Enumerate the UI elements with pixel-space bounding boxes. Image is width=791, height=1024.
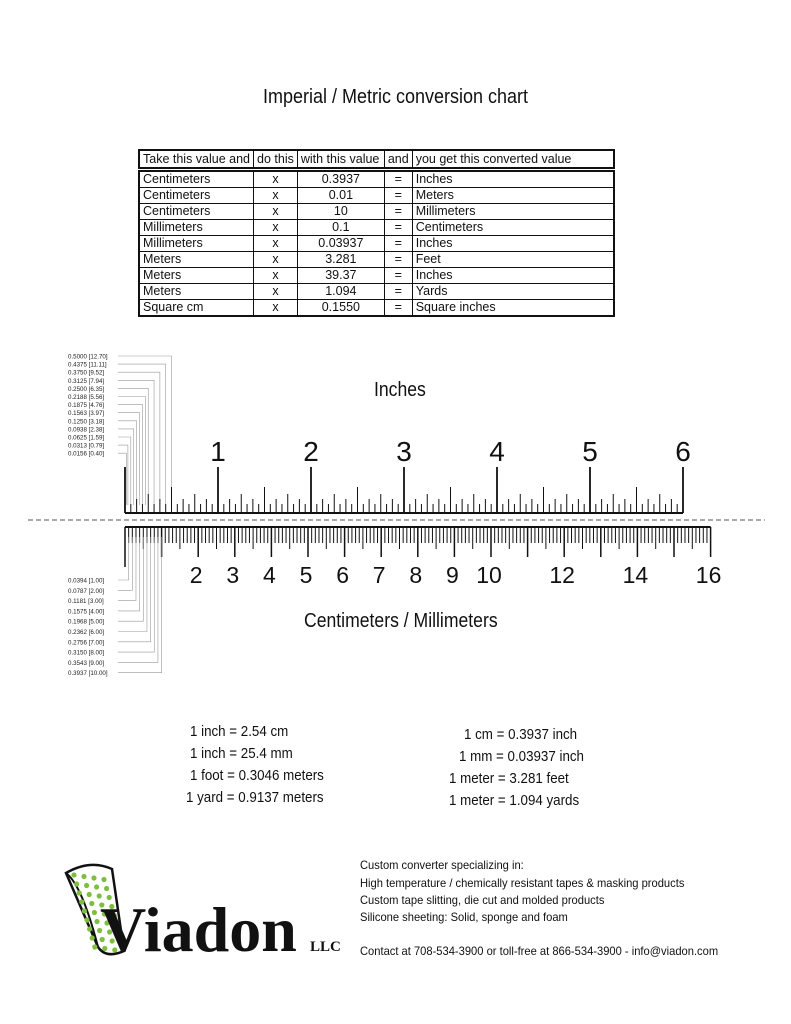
table-cell: 0.1550	[297, 300, 384, 317]
table-cell: x	[254, 252, 298, 268]
mm-fraction-label: 0.0394 [1.00]	[68, 577, 105, 585]
table-cell: Centimeters	[139, 204, 254, 220]
cm-number: 3	[226, 562, 240, 588]
table-cell: Centimeters	[139, 188, 254, 204]
inch-number: 1	[210, 436, 226, 467]
mm-fraction-label: 0.2362 [6.00]	[68, 629, 105, 636]
cm-number: 12	[549, 562, 575, 588]
logo-dot	[87, 892, 92, 897]
logo-dot	[71, 872, 76, 877]
table-cell: x	[254, 268, 298, 284]
table-cell: =	[384, 204, 412, 220]
cm-number: 10	[476, 562, 502, 588]
cm-number: 16	[695, 562, 722, 588]
inch-fraction-label: 0.0625 [1.59]	[68, 434, 105, 442]
mm-fraction-label: 0.3543 [9.00]	[68, 659, 105, 667]
cm-number: 9	[446, 562, 459, 588]
inch-ruler-ticks	[125, 467, 683, 513]
table-cell: 39.37	[297, 268, 384, 284]
inch-number: 5	[582, 436, 598, 467]
table-row	[139, 284, 614, 300]
logo-dot	[94, 919, 99, 924]
mm-fraction-leader	[118, 537, 158, 662]
table-cell: Feet	[412, 252, 614, 268]
logo-dot	[79, 899, 84, 904]
logo-dot	[92, 910, 97, 915]
table-cell: 0.3937	[297, 170, 384, 188]
table-cell: =	[384, 220, 412, 236]
inch-fraction-leader	[118, 356, 172, 505]
inch-ruler-numbers	[210, 436, 691, 467]
inch-fraction-label: 0.0156 [0.40]	[68, 450, 105, 458]
conversion-table	[138, 149, 615, 317]
mm-fraction-leader	[118, 537, 151, 642]
logo-dot	[81, 874, 86, 879]
inch-fraction-label: 0.3750 [9.52]	[68, 369, 105, 377]
mm-fraction-leader	[118, 537, 129, 580]
table-cell: =	[384, 268, 412, 284]
table-cell: Centimeters	[412, 220, 614, 236]
logo-dot	[74, 881, 79, 886]
column-header: Take this value and	[139, 150, 254, 170]
table-cell: x	[254, 204, 298, 220]
logo-dot	[84, 917, 89, 922]
inch-fraction-leader	[118, 413, 140, 505]
inch-number: 4	[489, 436, 505, 467]
fact-right: 1 cm = 0.3937 inch	[464, 727, 578, 743]
table-cell: 1.094	[297, 284, 384, 300]
table-cell: x	[254, 188, 298, 204]
column-header: do this	[254, 150, 298, 170]
table-cell: 3.281	[297, 252, 384, 268]
table-cell: Meters	[412, 188, 614, 204]
inch-fraction-leader	[118, 405, 142, 505]
table-cell: Inches	[412, 170, 614, 188]
cm-number: 6	[336, 562, 349, 588]
column-header: and	[384, 150, 412, 170]
table-cell: Meters	[139, 252, 254, 268]
page-title: Imperial / Metric conversion chart	[262, 86, 529, 108]
cm-number: 4	[263, 562, 276, 588]
inch-fraction-label: 0.4375 [11.11]	[68, 361, 107, 369]
table-header-row	[139, 150, 614, 170]
mm-fraction-leader	[118, 537, 136, 601]
table-cell: =	[384, 188, 412, 204]
mm-fraction-label: 0.1968 [5.00]	[68, 618, 105, 626]
logo-dot	[77, 890, 82, 895]
table-cell: Meters	[139, 284, 254, 300]
table-row	[139, 204, 614, 220]
table-cell: Meters	[139, 268, 254, 284]
table-cell: 0.03937	[297, 236, 384, 252]
company-line: High temperature / chemically resistant tapes & masking products	[360, 876, 685, 890]
inch-fraction-label: 0.1563 [3.97]	[68, 410, 105, 418]
mm-fraction-label: 0.0787 [2.00]	[68, 587, 105, 595]
logo-suffix: LLC	[310, 939, 341, 955]
viadon-logo	[60, 855, 350, 965]
table-row	[139, 188, 614, 204]
mm-fraction-label: 0.2756 [7.00]	[68, 639, 105, 647]
inch-fraction-label: 0.2188 [5.56]	[68, 394, 105, 401]
inch-fraction-label: 0.0313 [0.79]	[68, 442, 105, 450]
cm-number: 8	[409, 562, 423, 588]
logo-dot	[82, 908, 87, 913]
inch-fraction-callouts	[68, 354, 172, 506]
table-cell: 0.01	[297, 188, 384, 204]
mm-fraction-label: 0.3150 [8.00]	[68, 649, 105, 657]
table-cell: =	[384, 252, 412, 268]
fact-left: 1 inch = 2.54 cm	[190, 724, 289, 740]
column-header: with this value	[297, 150, 384, 170]
table-cell: x	[254, 300, 298, 317]
company-line: Silicone sheeting: Solid, sponge and foam	[360, 910, 568, 924]
logo-dot	[92, 944, 97, 949]
inch-fraction-leader	[118, 388, 148, 505]
fact-left: 1 yard = 0.9137 meters	[186, 790, 324, 806]
table-cell: Millimeters	[139, 236, 254, 252]
logo-dot	[94, 884, 99, 889]
table-cell: 0.1	[297, 220, 384, 236]
logo-wordmark: Viadon	[100, 894, 297, 965]
cm-ruler-numbers	[190, 562, 722, 588]
cm-ruler-ticks	[125, 527, 711, 567]
column-header: you get this converted value	[412, 150, 614, 170]
table-row	[139, 268, 614, 284]
table-row	[139, 236, 614, 252]
inch-fraction-label: 0.1875 [4.76]	[68, 402, 105, 410]
fact-left: 1 foot = 0.3046 meters	[190, 768, 324, 784]
logo-dot	[89, 901, 94, 906]
mm-fraction-label: 0.3937 [10.00]	[68, 670, 108, 678]
logo-dot	[90, 935, 95, 940]
cm-number: 14	[622, 562, 649, 588]
inch-fraction-label: 0.3125 [7.94]	[68, 377, 105, 385]
inch-fraction-label: 0.1250 [3.18]	[68, 418, 105, 426]
fact-right: 1 meter = 3.281 feet	[449, 771, 569, 787]
table-cell: x	[254, 220, 298, 236]
table-cell: =	[384, 236, 412, 252]
table-cell: =	[384, 170, 412, 188]
table-cell: 10	[297, 204, 384, 220]
inch-fraction-label: 0.5000 [12.70]	[68, 353, 108, 361]
cm-number: 5	[299, 562, 313, 588]
table-cell: Square cm	[139, 300, 254, 317]
inch-fraction-label: 0.0938 [2.38]	[68, 426, 105, 434]
logo-dot	[101, 877, 106, 882]
mm-fraction-label: 0.1575 [4.00]	[68, 608, 105, 616]
company-line: Custom tape slitting, die cut and molded products	[360, 893, 605, 907]
table-cell: x	[254, 170, 298, 188]
table-cell: x	[254, 236, 298, 252]
inch-number: 2	[303, 436, 319, 467]
cm-ruler-label: Centimeters / Millimeters	[304, 610, 498, 632]
mm-fraction-callouts	[68, 537, 162, 677]
table-row	[139, 170, 614, 188]
table-cell: Millimeters	[139, 220, 254, 236]
logo-dot	[84, 883, 89, 888]
table-cell: Inches	[412, 268, 614, 284]
table-row	[139, 220, 614, 236]
table-cell: Millimeters	[412, 204, 614, 220]
table-cell: x	[254, 284, 298, 300]
fact-right: 1 mm = 0.03937 inch	[459, 749, 584, 765]
inch-fraction-leader	[118, 380, 154, 505]
logo-dot	[104, 886, 109, 891]
table-row	[139, 252, 614, 268]
inch-number: 3	[396, 436, 412, 467]
table-row	[139, 300, 614, 317]
table-cell: Centimeters	[139, 170, 254, 188]
table-cell: Square inches	[412, 300, 614, 317]
table-cell: =	[384, 284, 412, 300]
cm-number: 2	[189, 562, 203, 588]
cm-number: 7	[372, 562, 386, 588]
table-cell: Yards	[412, 284, 614, 300]
table-cell: =	[384, 300, 412, 317]
inch-number: 6	[675, 436, 691, 467]
mm-fraction-label: 0.1181 [3.00]	[68, 598, 104, 606]
inches-ruler-label: Inches	[374, 379, 426, 401]
company-contact: Contact at 708-534-3900 or toll-free at 866-534-3900 - info@viadon.com	[360, 944, 719, 958]
company-line: Custom converter specializing in:	[360, 858, 524, 872]
fact-left: 1 inch = 25.4 mm	[190, 746, 293, 762]
fact-right: 1 meter = 1.094 yards	[449, 793, 580, 809]
inch-fraction-label: 0.2500 [6.35]	[68, 385, 105, 393]
logo-dot	[87, 926, 92, 931]
table-cell: Inches	[412, 236, 614, 252]
logo-dot	[91, 875, 96, 880]
